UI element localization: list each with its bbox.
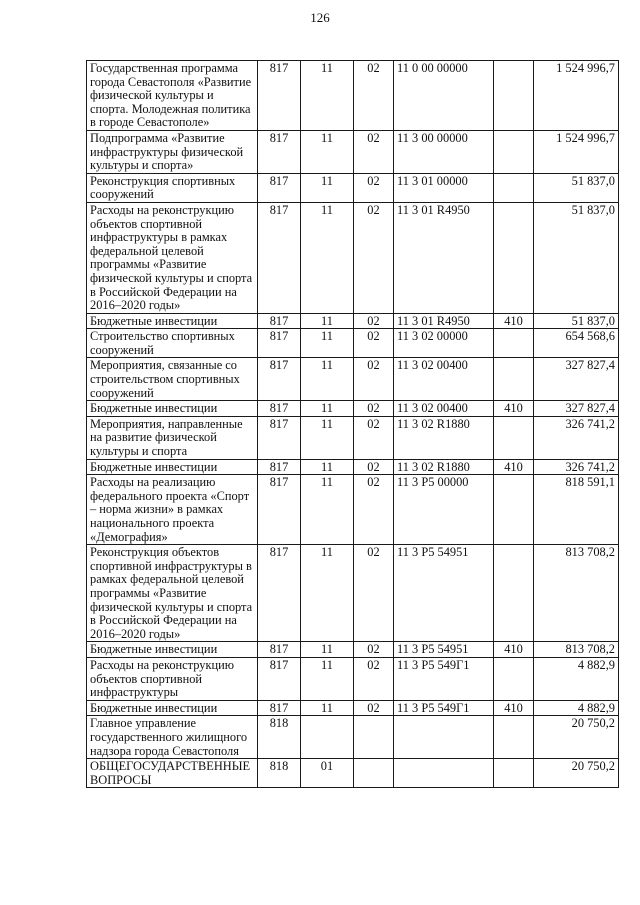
budget-table-container	[86, 60, 619, 788]
table-row	[87, 173, 619, 202]
row-name: ОБЩЕГОСУДАРСТВЕННЫЕ ВОПРОСЫ	[87, 759, 258, 788]
row-name: Государственная программа города Севастополя «Развитие физической культуры и спорта. Молодежная политика в городе Севастополе»	[87, 61, 258, 131]
row-subsection: 02	[354, 61, 394, 131]
row-name: Расходы на реализацию федерального проекта «Спорт – норма жизни» в рамках национального проекта «Демография»	[87, 475, 258, 545]
row-target-code: 11 3 01 R4950	[394, 202, 494, 313]
row-subsection: 02	[354, 459, 394, 475]
row-org-code: 818	[258, 716, 301, 759]
row-sum: 1 524 996,7	[534, 130, 619, 173]
row-name: Бюджетные инвестиции	[87, 642, 258, 658]
table-row	[87, 459, 619, 475]
table-row	[87, 329, 619, 358]
row-section: 11	[301, 642, 354, 658]
row-subsection: 02	[354, 657, 394, 700]
row-sum: 51 837,0	[534, 313, 619, 329]
row-target-code: 11 3 02 00400	[394, 358, 494, 401]
row-sum: 327 827,4	[534, 358, 619, 401]
table-row	[87, 61, 619, 131]
row-subsection: 02	[354, 202, 394, 313]
row-section: 11	[301, 61, 354, 131]
row-section: 01	[301, 759, 354, 788]
table-row	[87, 700, 619, 716]
row-name: Мероприятия, направленные на развитие физической культуры и спорта	[87, 416, 258, 459]
row-name: Строительство спортивных сооружений	[87, 329, 258, 358]
row-expense-kind: 410	[494, 313, 534, 329]
row-expense-kind: 410	[494, 642, 534, 658]
row-name: Расходы на реконструкцию объектов спортивной инфраструктуры	[87, 657, 258, 700]
row-expense-kind: 410	[494, 401, 534, 417]
row-org-code: 817	[258, 657, 301, 700]
row-name: Мероприятия, связанные со строительством спортивных сооружений	[87, 358, 258, 401]
table-row	[87, 130, 619, 173]
row-subsection: 02	[354, 416, 394, 459]
budget-table	[86, 60, 619, 788]
row-target-code: 11 3 01 R4950	[394, 313, 494, 329]
row-subsection: 02	[354, 329, 394, 358]
row-target-code: 11 3 P5 54951	[394, 545, 494, 642]
row-expense-kind	[494, 329, 534, 358]
table-row	[87, 545, 619, 642]
row-name: Бюджетные инвестиции	[87, 401, 258, 417]
row-subsection	[354, 759, 394, 788]
row-sum: 654 568,6	[534, 329, 619, 358]
row-subsection: 02	[354, 313, 394, 329]
row-sum: 326 741,2	[534, 459, 619, 475]
row-target-code: 11 3 02 00000	[394, 329, 494, 358]
row-subsection	[354, 716, 394, 759]
row-expense-kind: 410	[494, 459, 534, 475]
row-name: Расходы на реконструкцию объектов спортивной инфраструктуры в рамках федеральной целевой программы «Развитие физической культуры и спорта в Российской Федерации на 2016–2020 годы»	[87, 202, 258, 313]
row-org-code: 817	[258, 459, 301, 475]
table-row	[87, 202, 619, 313]
row-subsection: 02	[354, 358, 394, 401]
row-org-code: 817	[258, 173, 301, 202]
row-section: 11	[301, 313, 354, 329]
row-org-code: 817	[258, 475, 301, 545]
row-expense-kind	[494, 358, 534, 401]
row-target-code: 11 3 P5 549Г1	[394, 657, 494, 700]
row-section: 11	[301, 202, 354, 313]
row-sum: 326 741,2	[534, 416, 619, 459]
row-expense-kind	[494, 475, 534, 545]
row-section	[301, 716, 354, 759]
row-name: Реконструкция объектов спортивной инфраструктуры в рамках федеральной целевой программы «Развитие физической культуры и спорта в Российской Федерации на 2016–2020 годы»	[87, 545, 258, 642]
row-section: 11	[301, 358, 354, 401]
row-name: Бюджетные инвестиции	[87, 313, 258, 329]
row-sum: 813 708,2	[534, 545, 619, 642]
table-row	[87, 642, 619, 658]
row-section: 11	[301, 130, 354, 173]
table-row	[87, 657, 619, 700]
row-sum: 51 837,0	[534, 202, 619, 313]
row-name: Бюджетные инвестиции	[87, 700, 258, 716]
row-section: 11	[301, 657, 354, 700]
table-row	[87, 759, 619, 788]
row-subsection: 02	[354, 173, 394, 202]
row-section: 11	[301, 329, 354, 358]
row-target-code: 11 3 P5 54951	[394, 642, 494, 658]
row-sum: 20 750,2	[534, 716, 619, 759]
row-sum: 1 524 996,7	[534, 61, 619, 131]
row-name: Реконструкция спортивных сооружений	[87, 173, 258, 202]
row-sum: 818 591,1	[534, 475, 619, 545]
table-row	[87, 716, 619, 759]
row-target-code: 11 3 P5 00000	[394, 475, 494, 545]
row-expense-kind	[494, 716, 534, 759]
row-sum: 20 750,2	[534, 759, 619, 788]
row-org-code: 817	[258, 642, 301, 658]
row-sum: 813 708,2	[534, 642, 619, 658]
row-target-code: 11 0 00 00000	[394, 61, 494, 131]
row-target-code: 11 3 02 R1880	[394, 416, 494, 459]
row-section: 11	[301, 475, 354, 545]
row-expense-kind	[494, 61, 534, 131]
row-sum: 327 827,4	[534, 401, 619, 417]
row-target-code: 11 3 02 00400	[394, 401, 494, 417]
row-target-code	[394, 759, 494, 788]
row-subsection: 02	[354, 130, 394, 173]
row-org-code: 817	[258, 700, 301, 716]
table-row	[87, 313, 619, 329]
row-org-code: 817	[258, 61, 301, 131]
row-org-code: 817	[258, 202, 301, 313]
row-sum: 4 882,9	[534, 657, 619, 700]
table-row	[87, 475, 619, 545]
row-name: Бюджетные инвестиции	[87, 459, 258, 475]
row-section: 11	[301, 700, 354, 716]
row-org-code: 817	[258, 545, 301, 642]
row-org-code: 818	[258, 759, 301, 788]
row-section: 11	[301, 173, 354, 202]
row-name: Подпрограмма «Развитие инфраструктуры физической культуры и спорта»	[87, 130, 258, 173]
row-sum: 51 837,0	[534, 173, 619, 202]
row-expense-kind	[494, 202, 534, 313]
row-subsection: 02	[354, 700, 394, 716]
row-target-code	[394, 716, 494, 759]
page-number: 126	[310, 10, 330, 25]
row-target-code: 11 3 00 00000	[394, 130, 494, 173]
row-section: 11	[301, 545, 354, 642]
row-org-code: 817	[258, 313, 301, 329]
table-row	[87, 416, 619, 459]
row-name: Главное управление государственного жилищного надзора города Севастополя	[87, 716, 258, 759]
row-expense-kind	[494, 173, 534, 202]
row-expense-kind	[494, 416, 534, 459]
row-sum: 4 882,9	[534, 700, 619, 716]
row-expense-kind: 410	[494, 700, 534, 716]
table-row	[87, 401, 619, 417]
row-expense-kind	[494, 759, 534, 788]
row-target-code: 11 3 01 00000	[394, 173, 494, 202]
row-target-code: 11 3 P5 549Г1	[394, 700, 494, 716]
row-expense-kind	[494, 657, 534, 700]
row-target-code: 11 3 02 R1880	[394, 459, 494, 475]
row-subsection: 02	[354, 475, 394, 545]
row-subsection: 02	[354, 642, 394, 658]
table-row	[87, 358, 619, 401]
row-org-code: 817	[258, 130, 301, 173]
row-subsection: 02	[354, 401, 394, 417]
row-org-code: 817	[258, 358, 301, 401]
row-section: 11	[301, 416, 354, 459]
row-section: 11	[301, 401, 354, 417]
row-org-code: 817	[258, 416, 301, 459]
row-section: 11	[301, 459, 354, 475]
row-expense-kind	[494, 130, 534, 173]
row-org-code: 817	[258, 401, 301, 417]
row-expense-kind	[494, 545, 534, 642]
row-subsection: 02	[354, 545, 394, 642]
row-org-code: 817	[258, 329, 301, 358]
